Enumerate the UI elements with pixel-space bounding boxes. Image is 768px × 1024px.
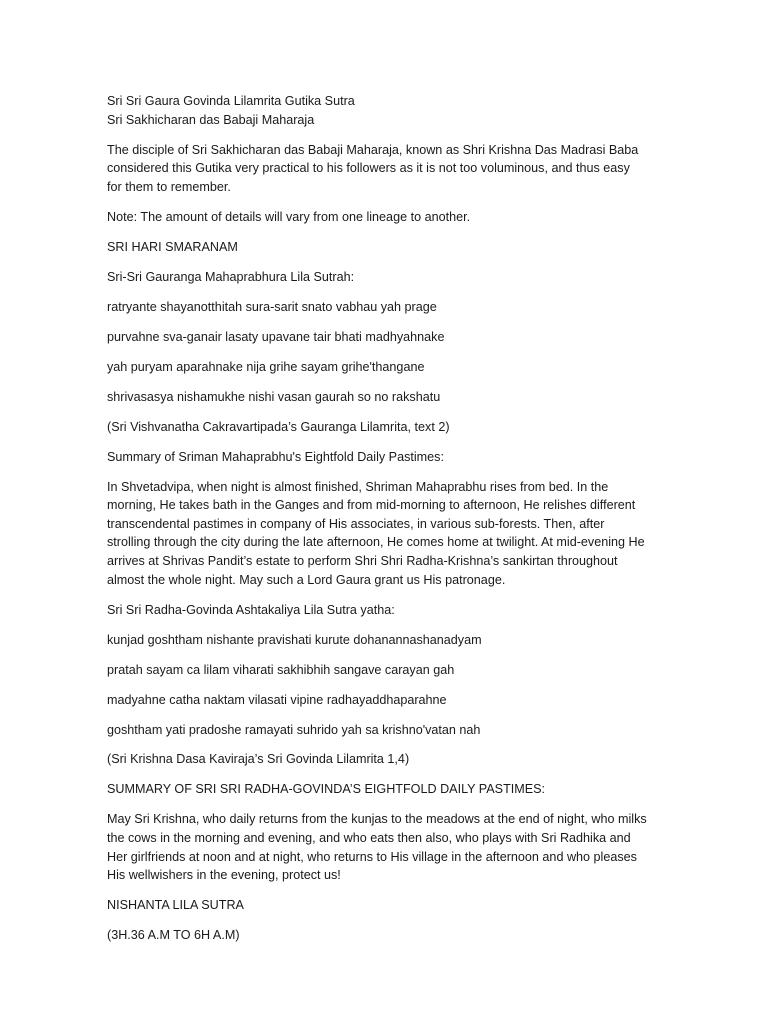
radha-verse-line: pratah sayam ca lilam viharati sakhibhih sangave carayan gah <box>107 662 455 677</box>
gauranga-verse-line: ratryante shayanotthitah sura-sarit snato vabhau yah prage <box>107 299 437 314</box>
gauranga-verse-line: yah puryam aparahnake nija grihe sayam grihe'thangane <box>107 359 425 374</box>
gauranga-summary-paragraph: In Shvetadvipa, when night is almost finished, Shriman Mahaprabhu rises from bed. In the morning, He takes bath in the Ganges and from mid-morning to afternoon, He relishes different transcendental pastimes in company of His associates, in various sub-forests. Then, after strolling through the city during the late afternoon, He comes home at twilight. At mid-evening He arrives at Shrivas Pandit’s estate to perform Shri Shri Radha-Krishna’s sankirtan throughout almost the whole night. May such a Lord Gaura grant us His patronage. <box>107 479 645 587</box>
intro-paragraph: The disciple of Sri Sakhicharan das Babaji Maharaja, known as Shri Krishna Das Madrasi Baba considered this Gutika very practical to his followers as it is not too voluminous, and thus easy for them to remember. <box>107 142 639 194</box>
radha-summary-paragraph: May Sri Krishna, who daily returns from the kunjas to the meadows at the end of night, who milks the cows in the morning and evening, and who eats then also, who plays with Sri Radhika and Her girlfriends at noon and at night, who returns to His village in the afternoon and who pleases His wellwishers in the evening, protect us! <box>107 812 647 883</box>
radha-summary-heading: SUMMARY OF SRI SRI RADHA-GOVINDA’S EIGHTFOLD DAILY PASTIMES: <box>107 782 546 797</box>
document-page <box>107 92 647 956</box>
note-paragraph: Note: The amount of details will vary from one lineage to another. <box>107 209 471 224</box>
radha-govinda-heading: Sri Sri Radha-Govinda Ashtakaliya Lila Sutra yatha: <box>107 602 395 617</box>
section-heading-hari-smaranam: SRI HARI SMARANAM <box>107 239 238 254</box>
radha-source-citation: (Sri Krishna Dasa Kaviraja’s Sri Govinda Lilamrita 1,4) <box>107 752 410 767</box>
gauranga-summary-heading: Summary of Sriman Mahaprabhu's Eightfold Daily Pastimes: <box>107 449 444 464</box>
gauranga-lila-heading: Sri-Sri Gauranga Mahaprabhura Lila Sutrah: <box>107 269 355 284</box>
gauranga-source-citation: (Sri Vishvanatha Cakravartipada’s Gauranga Lilamrita, text 2) <box>107 419 450 434</box>
radha-verse-line: madyahne catha naktam vilasati vipine radhayaddhaparahne <box>107 692 447 707</box>
nishanta-time-range: (3H.36 A.M TO 6H A.M) <box>107 928 240 943</box>
radha-verse-line: goshtham yati pradoshe ramayati suhrido yah sa krishno'vatan nah <box>107 722 481 737</box>
gauranga-verse-line: purvahne sva-ganair lasaty upavane tair bhati madhyahnake <box>107 329 445 344</box>
document-title-block <box>107 92 647 129</box>
document-author: Sri Sakhicharan das Babaji Maharaja <box>107 112 315 127</box>
nishanta-lila-heading: NISHANTA LILA SUTRA <box>107 898 244 913</box>
radha-verse-line: kunjad goshtham nishante pravishati kurute dohanannashanadyam <box>107 632 482 647</box>
document-title: Sri Sri Gaura Govinda Lilamrita Gutika Sutra <box>107 94 355 108</box>
gauranga-verse-line: shrivasasya nishamukhe nishi vasan gaurah so no rakshatu <box>107 389 441 404</box>
